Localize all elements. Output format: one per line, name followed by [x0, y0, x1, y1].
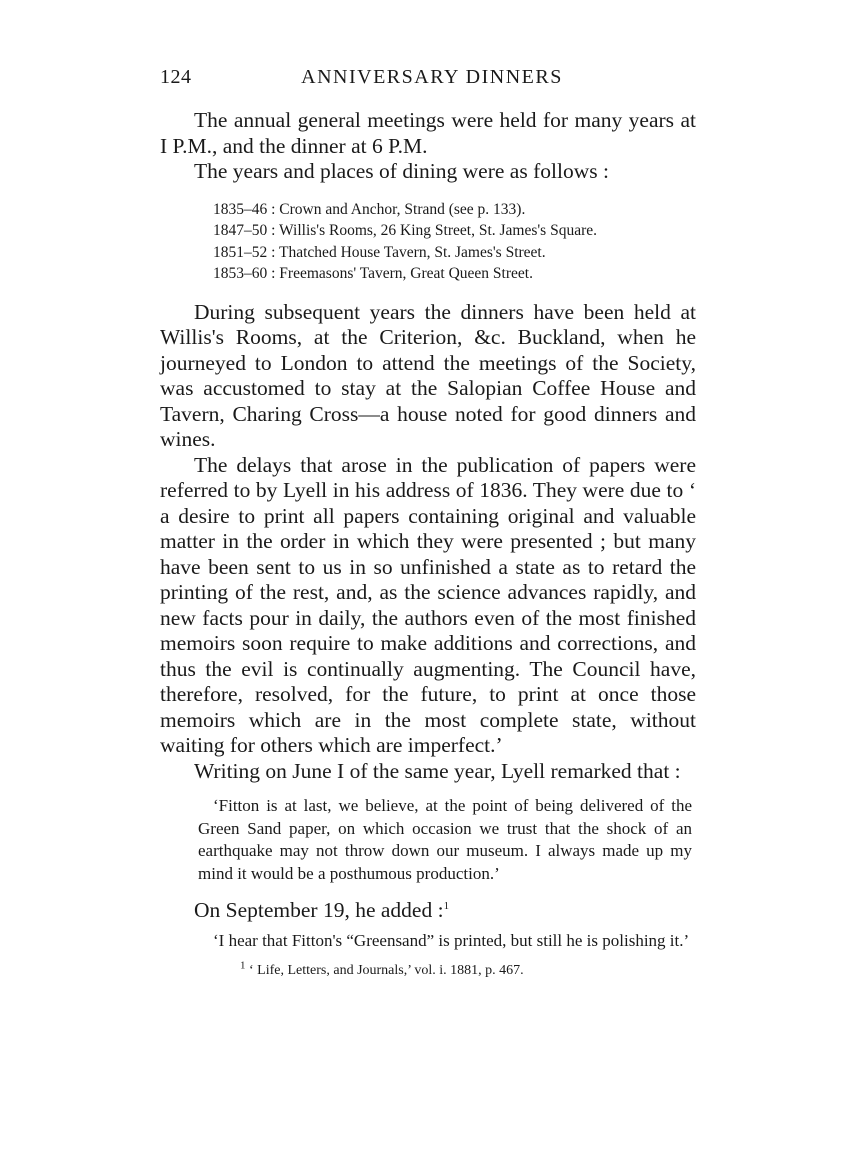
block-quote-fitton: ‘Fitton is at last, we believe, at the point of being delivered of the Green Sand paper, on which occasion we trust that the shock of an earthquake may not throw down our museum. I always made up my mind it would be a posthumous production.’ [198, 796, 692, 883]
paragraph-subsequent-years: During subsequent years the dinners have been held at Willis's Rooms, at the Criterion, &c. Buckland, when he journeyed to London to attend the meetings of the Society, was accustomed to stay at the Salopian Coffee House and Tavern, Charing Cross—a house noted for good dinners and wines. [160, 299, 696, 451]
block-quote-greensand: ‘I hear that Fitton's “Greensand” is printed, but still he is polishing it.’ [213, 930, 690, 950]
paragraph-june: Writing on June I of the same year, Lyell remarked that : [194, 758, 681, 783]
paragraph-september [160, 898, 696, 924]
dining-list [213, 199, 696, 285]
list-item: 1853–60 : Freemasons' Tavern, Great Queen Street. [213, 265, 533, 282]
footnote-mark: 1 [240, 959, 246, 972]
running-head: ANNIVERSARY DINNERS [301, 66, 563, 88]
footnote-reference: 1 [443, 899, 450, 912]
list-item: 1835–46 : Crown and Anchor, Strand (see p. 133). [213, 200, 526, 218]
footnote-text: ‘ Life, Letters, and Journals,’ vol. i. 1881, p. 467. [249, 963, 524, 978]
paragraph-delays: The delays that arose in the publication of papers were referred to by Lyell in his address of 1836. They were due to ‘ a desire to print all papers containing original and valuable matter in the order in which they were presented ; but many have been sent to us in so unfinished a state as to retard the printing of the rest, and, as the science advances rapidly, and new facts pour in daily, the authors even of the most finished memoirs soon require to make additions and corrections, and thus the evil is continually augmenting. The Council have, therefore, resolved, for the future, to print at once those memoirs which are in the most complete state, without waiting for others which are imperfect.’ [160, 452, 696, 757]
page-header [160, 66, 696, 96]
paragraph-dining-intro: The years and places of dining were as follows : [194, 159, 609, 183]
page-number: 124 [160, 66, 192, 88]
list-item: 1851–52 : Thatched House Tavern, St. James's Street. [213, 243, 546, 261]
body-text [160, 108, 696, 980]
footnote [240, 959, 696, 980]
september-text: On September 19, he added : [194, 898, 444, 922]
list-item: 1847–50 : Willis's Rooms, 26 King Street, St. James's Square. [213, 222, 597, 239]
paragraph-meetings: The annual general meetings were held for many years at I P.M., and the dinner at 6 P.M. [160, 108, 696, 158]
